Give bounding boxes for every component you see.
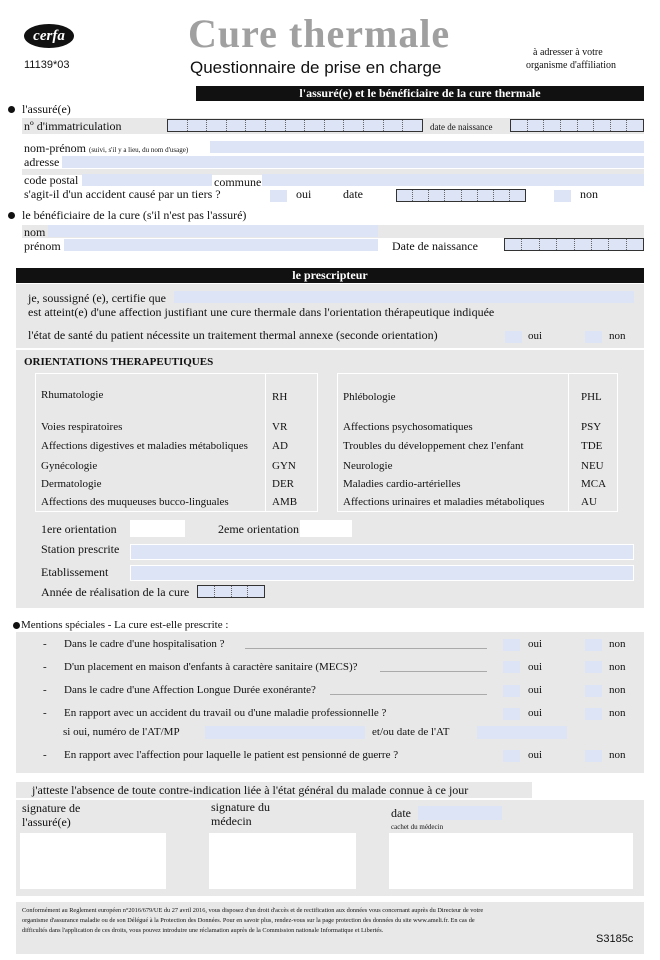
q5-no-label: non bbox=[609, 749, 626, 761]
certify-line-2: est atteint(e) d'une affection justifiant une cure thermale dans l'orientation thérapeutique indiquée bbox=[28, 305, 495, 319]
orient-rh-code: RH bbox=[272, 391, 288, 403]
q3-dash: - bbox=[43, 684, 47, 696]
stamp-box[interactable] bbox=[389, 833, 633, 889]
attest-label: j'atteste l'absence de toute contre-indication liée à l'état général du malade connue à ce jour bbox=[32, 783, 469, 797]
second-orientation-field[interactable] bbox=[300, 520, 352, 537]
sig-date-label: date bbox=[391, 806, 411, 820]
q2-line bbox=[380, 671, 487, 672]
orientations-left-divider bbox=[265, 373, 266, 511]
year-label: Année de réalisation de la cure bbox=[41, 585, 190, 599]
annex-yes-checkbox[interactable] bbox=[505, 331, 522, 343]
mentions-title: Mentions spéciales - La cure est-elle prescrite : bbox=[21, 619, 229, 631]
sig-insured-label-2: l'assuré(e) bbox=[22, 815, 71, 829]
q1-dash: - bbox=[43, 638, 47, 650]
first-orientation-field[interactable] bbox=[130, 520, 185, 537]
orient-au-code: AU bbox=[581, 496, 597, 508]
beneficiary-birth-field[interactable] bbox=[504, 238, 644, 251]
q3-yes-checkbox[interactable] bbox=[503, 685, 520, 697]
bullet-mentions bbox=[13, 622, 20, 629]
legal-line-3: difficultés dans l'application de ces droits, vous pouvez introduire une réclamation auprès de la Commission nationale Informatique et Libertés. bbox=[22, 927, 384, 934]
address-note-1: à adresser à votre bbox=[533, 47, 603, 58]
q3-label: Dans le cadre d'une Affection Longue Durée exonérante? bbox=[64, 684, 316, 696]
orient-vr-label: Voies respiratoires bbox=[41, 421, 123, 433]
orientations-right-divider bbox=[568, 373, 569, 511]
q4-no-label: non bbox=[609, 707, 626, 719]
sig-doctor-label-1: signature du bbox=[211, 800, 270, 814]
bullet-beneficiary bbox=[8, 212, 15, 219]
orientations-title: ORIENTATIONS THERAPEUTIQUES bbox=[24, 356, 214, 368]
orient-vr-code: VR bbox=[272, 421, 288, 433]
annex-no-checkbox[interactable] bbox=[585, 331, 602, 343]
beneficiary-first-name-field[interactable] bbox=[64, 239, 378, 251]
address-label: adresse bbox=[24, 155, 60, 169]
orient-tde-code: TDE bbox=[581, 440, 603, 452]
form-number: 11139*03 bbox=[24, 59, 70, 71]
q3-yes-label: oui bbox=[528, 684, 543, 696]
establishment-label: Etablissement bbox=[41, 565, 109, 579]
q5-no-checkbox[interactable] bbox=[585, 750, 602, 762]
accident-label: s'agit-il d'un accident causé par un tiers ? bbox=[24, 187, 221, 201]
q1-yes-checkbox[interactable] bbox=[503, 639, 520, 651]
cerfa-logo-text: cerfa bbox=[33, 28, 65, 44]
legal-line-1: Conformément au Reglement européen n°2016/679/UE du 27 avril 2016, vous disposez d'un droit d'accès et de rectification aux données vous concernant auprès du Directeur de votre bbox=[22, 907, 484, 914]
station-field[interactable] bbox=[130, 544, 634, 560]
q1-no-label: non bbox=[609, 638, 626, 650]
orient-der-label: Dermatologie bbox=[41, 478, 102, 490]
year-field[interactable] bbox=[197, 585, 265, 598]
certify-line-1: je, soussigné (e), certifie que bbox=[28, 291, 166, 305]
orient-neu-label: Neurologie bbox=[343, 460, 393, 472]
page-subtitle: Questionnaire de prise en charge bbox=[190, 58, 442, 77]
orient-au-label: Affections urinaires et maladies métaboliques bbox=[343, 496, 545, 508]
q5-yes-checkbox[interactable] bbox=[503, 750, 520, 762]
beneficiary-birth-label: Date de naissance bbox=[392, 239, 478, 253]
q4-atmp-label: si oui, numéro de l'AT/MP bbox=[63, 726, 180, 738]
orient-psy-code: PSY bbox=[581, 421, 602, 433]
immat-label: nº d'immatriculation bbox=[24, 119, 122, 133]
sig-doctor-label-2: médecin bbox=[211, 814, 252, 828]
first-orientation-label: 1ere orientation bbox=[41, 522, 117, 536]
section1-bar bbox=[196, 86, 644, 101]
stamp-label: cachet du médecin bbox=[391, 823, 444, 831]
orient-gyn-label: Gynécologie bbox=[41, 460, 98, 472]
accident-no-label: non bbox=[580, 187, 598, 201]
accident-yes-label: oui bbox=[296, 187, 312, 201]
establishment-field[interactable] bbox=[130, 565, 634, 581]
name-label-text: nom-prénom bbox=[24, 141, 86, 155]
sig-insured-label-1: signature de bbox=[22, 801, 81, 815]
orient-neu-code: NEU bbox=[581, 460, 604, 472]
postal-code-field[interactable] bbox=[82, 174, 212, 186]
q2-yes-checkbox[interactable] bbox=[503, 661, 520, 673]
commune-field[interactable] bbox=[262, 174, 644, 186]
q5-label: En rapport avec l'affection pour laquelle le patient est pensionné de guerre ? bbox=[64, 749, 399, 761]
q4-dash: - bbox=[43, 707, 47, 719]
accident-date-label: date bbox=[343, 187, 363, 201]
section2-bar bbox=[16, 268, 644, 283]
q1-label: Dans le cadre d'une hospitalisation ? bbox=[64, 638, 225, 650]
q4-atmp-field[interactable] bbox=[205, 726, 365, 739]
second-orientation-label: 2eme orientation bbox=[218, 522, 299, 536]
beneficiary-last-name-field[interactable] bbox=[48, 225, 378, 237]
bullet-insured bbox=[8, 106, 15, 113]
q3-line bbox=[330, 694, 487, 695]
q2-no-checkbox[interactable] bbox=[585, 661, 602, 673]
section2-bar-text: le prescripteur bbox=[292, 268, 368, 282]
orient-mca-code: MCA bbox=[581, 478, 607, 490]
orient-amb-label: Affections des muqueuses bucco-linguales bbox=[41, 496, 229, 508]
q2-yes-label: oui bbox=[528, 661, 543, 673]
orient-ad-label: Affections digestives et maladies métaboliques bbox=[41, 440, 248, 452]
annex-treatment-label: l'état de santé du patient nécessite un traitement thermal annexe (seconde orientation) bbox=[28, 328, 438, 342]
orient-phl-label: Phlébologie bbox=[343, 391, 396, 403]
q4-at-date-field[interactable] bbox=[477, 726, 567, 739]
birth-date-label: date de naissance bbox=[430, 122, 493, 132]
birth-date-field[interactable] bbox=[510, 119, 644, 132]
accident-no-checkbox[interactable] bbox=[554, 190, 571, 202]
q4-at-date-label: et/ou date de l'AT bbox=[372, 726, 450, 738]
orient-mca-label: Maladies cardio-artérielles bbox=[343, 478, 461, 490]
q1-line bbox=[245, 648, 487, 649]
orient-ad-code: AD bbox=[272, 440, 288, 452]
legal-line-2: organisme d'assurance maladie ou de son Délégué à la Protection des Données. Pour en savoir plus, rendez-vous sur la page protection des données du site www.ameli.fr. En cas de bbox=[22, 917, 475, 924]
cerfa-logo bbox=[24, 24, 74, 48]
orient-phl-code: PHL bbox=[581, 391, 602, 403]
q4-yes-label: oui bbox=[528, 707, 543, 719]
accident-date-field[interactable] bbox=[396, 189, 526, 202]
q4-yes-checkbox[interactable] bbox=[503, 708, 520, 720]
name-field[interactable] bbox=[210, 141, 644, 153]
q2-dash: - bbox=[43, 661, 47, 673]
orient-gyn-code: GYN bbox=[272, 460, 296, 472]
annex-yes-label: oui bbox=[528, 330, 543, 342]
q3-no-checkbox[interactable] bbox=[585, 685, 602, 697]
orient-rh-label: Rhumatologie bbox=[41, 389, 104, 401]
orient-der-code: DER bbox=[272, 478, 294, 490]
postal-code-label: code postal bbox=[24, 173, 79, 187]
orient-amb-code: AMB bbox=[272, 496, 298, 508]
name-note: (suivi, s'il y a lieu, du nom d'usage) bbox=[89, 146, 189, 154]
section1-bar-text: l'assuré(e) et le bénéficiaire de la cure thermale bbox=[299, 86, 541, 100]
insured-label: l'assuré(e) bbox=[22, 102, 71, 116]
beneficiary-first-name-label: prénom bbox=[24, 239, 61, 253]
patient-name-field[interactable] bbox=[174, 291, 634, 303]
sig-date-field[interactable] bbox=[418, 806, 502, 820]
address-note-2: organisme d'affiliation bbox=[526, 60, 617, 71]
q5-yes-label: oui bbox=[528, 749, 543, 761]
address-field[interactable] bbox=[62, 156, 644, 168]
name-label bbox=[24, 141, 188, 156]
annex-no-label: non bbox=[609, 330, 626, 342]
q3-no-label: non bbox=[609, 684, 626, 696]
q1-no-checkbox[interactable] bbox=[585, 639, 602, 651]
orient-tde-label: Troubles du développement chez l'enfant bbox=[343, 440, 524, 452]
sig-doctor-box[interactable] bbox=[209, 833, 356, 889]
q2-label: D'un placement en maison d'enfants à caractère sanitaire (MECS)? bbox=[64, 661, 358, 673]
station-label: Station prescrite bbox=[41, 542, 120, 556]
immat-field[interactable] bbox=[167, 119, 423, 132]
form-code: S3185c bbox=[596, 933, 634, 945]
q4-label: En rapport avec un accident du travail ou d'une maladie professionnelle ? bbox=[64, 707, 387, 719]
q2-no-label: non bbox=[609, 661, 626, 673]
beneficiary-label: le bénéficiaire de la cure (s'il n'est pas l'assuré) bbox=[22, 208, 247, 222]
sig-insured-box[interactable] bbox=[20, 833, 166, 889]
page-title: Cure thermale bbox=[188, 11, 451, 56]
q5-dash: - bbox=[43, 749, 47, 761]
commune-label: commune bbox=[214, 175, 262, 189]
orient-psy-label: Affections psychosomatiques bbox=[343, 421, 473, 433]
accident-yes-checkbox[interactable] bbox=[270, 190, 287, 202]
q4-no-checkbox[interactable] bbox=[585, 708, 602, 720]
beneficiary-last-name-label: nom bbox=[24, 225, 46, 239]
q1-yes-label: oui bbox=[528, 638, 543, 650]
